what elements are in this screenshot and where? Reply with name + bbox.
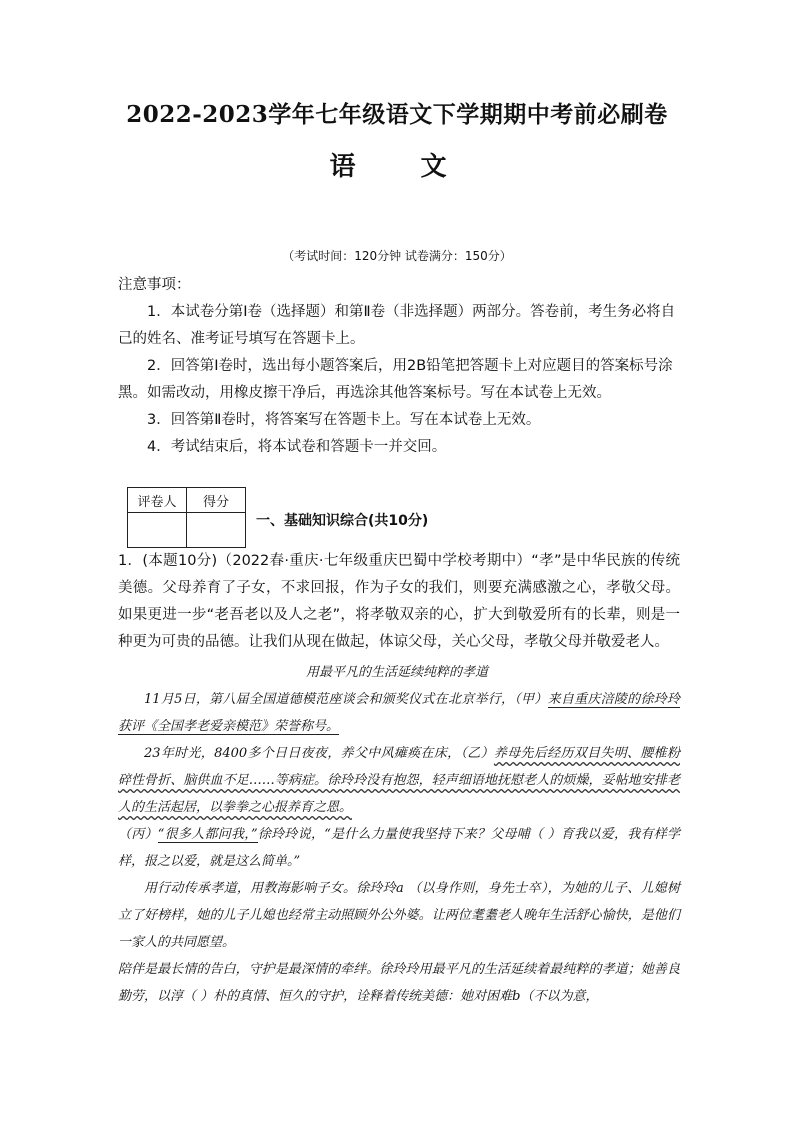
question-1 — [118, 548, 680, 656]
p3-text: 徐玲玲说，“是什么力量使我坚持下来？父母哺（ ）育我以爱，我有样学样，报之以爱，就是这么简单。” — [118, 827, 680, 869]
score-box — [127, 487, 246, 548]
p2-text: 23年时光，8400多个日日夜夜，养父中风瘫痪在床，（乙） — [144, 746, 494, 761]
note-item: 3．回答第Ⅱ卷时，将答案写在答题卡上。写在本试卷上无效。 — [147, 412, 541, 428]
p1-underlined: 来自重庆涪陵的徐玲玲获评《全国孝老爱亲模范》荣誉称号。 — [118, 692, 680, 734]
question-1-text: 1．(本题10分)（2022春·重庆·七年级重庆巴蜀中学校考期中）“孝”是中华民族的传统美德。父母养育了子女，不求回报，作为子女的我们，则要充满感激之心，孝敬父母。如果更进一步“老吾老以及人之老”，将孝敬双亲的心，扩大到敬爱所有的长辈，则是一种更为可贵的品德。让我们从现在做起，体谅父母，关心父母，孝敬父母并敬爱老人。 — [118, 553, 680, 650]
passage-paragraph-5: 陪伴是最长情的告白，守护是最深情的牵绊。徐玲玲用最平凡的生活延续着最纯粹的孝道；她善良勤劳，以淳（ ）朴的真情、恒久的守护，诠释着传统美德：她对困难b（不以为意， — [118, 962, 680, 1004]
grader-label: 评卷人 — [128, 488, 187, 513]
passage — [118, 686, 680, 1010]
p2-wavy-underlined: 养母先后经历双目失明、腰椎粉碎性骨折、脑供血不足……等病症。徐玲玲没有抱怨，轻声细语地抚慰老人的烦燥，妥帖地安排老人的生活起居，以拳拳之心报养育之恩。 — [118, 746, 680, 815]
note-item: 2．回答第Ⅰ卷时，选出每小题答案后，用2B铅笔把答题卡上对应题目的答案标号涂黑。如需改动，用橡皮擦干净后，再选涂其他答案标号。写在本试卷上无效。 — [118, 358, 673, 401]
section-heading: 一、基础知识综合(共10分) — [256, 513, 429, 529]
p1-text: 11月5日，第八届全国道德模范座谈会和颁奖仪式在北京举行，（甲） — [144, 692, 548, 707]
score-cell — [187, 513, 246, 548]
passage-paragraph-2 — [118, 740, 680, 821]
passage-paragraph-3 — [118, 821, 680, 875]
passage-paragraph-4: 用行动传承孝道，用教海影响子女。徐玲玲a （以身作则，身先士卒），为她的儿子、儿媳树立了好榜样，她的儿子儿媳也经常主动照顾外公外婆。让两位耄耋老人晚年生活舒心愉快，是他们一家人的共同愿望。 — [118, 881, 680, 950]
passage-title: 用最平凡的生活延续纯粹的孝道 — [305, 665, 488, 680]
exam-title: 2022-2023学年七年级语文下学期期中考前必刷卷 — [126, 101, 668, 128]
grader-cell — [128, 513, 187, 548]
p3-marker: （丙） — [118, 827, 158, 842]
notes-section — [118, 272, 678, 461]
score-label: 得分 — [187, 488, 246, 513]
subject-title: 语 文 — [329, 152, 465, 182]
exam-time-info: （考试时间：120分钟 试卷满分：150分） — [282, 249, 512, 263]
p3-underlined: “很多人都问我，” — [157, 827, 258, 842]
note-item: 1．本试卷分第Ⅰ卷（选择题）和第Ⅱ卷（非选择题）两部分。答卷前，考生务必将自己的姓名、准考证号填写在答题卡上。 — [118, 304, 676, 347]
notes-heading: 注意事项： — [118, 277, 191, 293]
passage-paragraph-1 — [118, 686, 680, 740]
note-item: 4．考试结束后，将本试卷和答题卡一并交回。 — [147, 439, 447, 455]
